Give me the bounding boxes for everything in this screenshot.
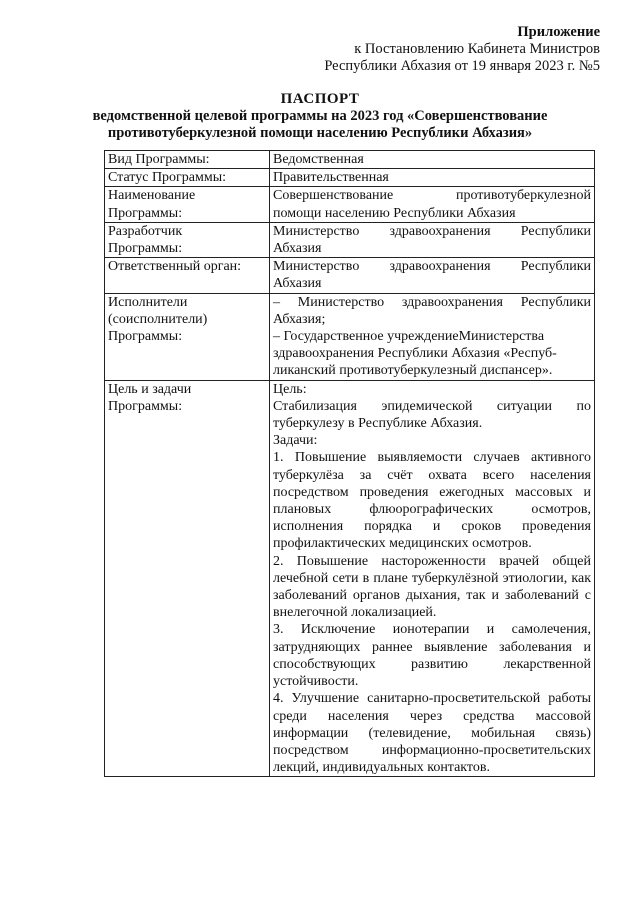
appendix-reference-line1: к Постановлению Кабинета Министров <box>354 41 600 57</box>
goal-heading: Цель: <box>273 381 307 397</box>
executors-label-line1: Исполнители <box>108 294 188 310</box>
executors-value-line4: здравоохранения Республики Абхазия «Респуб- <box>273 346 557 362</box>
subtitle-line1: ведомственной целевой программы на 2023 год «Совершенствование <box>92 108 548 124</box>
developer-label-line1: Разработчик <box>108 223 183 239</box>
row-goals-tasks <box>105 380 595 777</box>
responsible-body-value <box>270 258 595 293</box>
row-program-status <box>105 169 595 187</box>
developer-value <box>270 222 595 257</box>
goals-tasks-label <box>105 380 270 777</box>
goals-tasks-value <box>270 380 595 777</box>
goal-text: Стабилизация эпидемической ситуации по туберкулезу в Республике Абхазия. <box>273 398 591 432</box>
row-developer <box>105 222 595 257</box>
appendix-reference-line2: Республики Абхазия от 19 января 2023 г. №5 <box>324 58 600 74</box>
program-status-value: Правительственная <box>270 169 595 187</box>
executors-value-line3: – Государственное учреждениеМинистерства <box>273 329 545 345</box>
passport-table <box>104 150 595 777</box>
executors-label-line2: (соисполнители) <box>108 311 208 327</box>
row-executors <box>105 293 595 380</box>
program-name-value-line2: помощи населению Республики Абхазия <box>273 205 516 221</box>
document-title: ПАСПОРТ <box>280 91 360 107</box>
program-status-label: Статус Программы: <box>105 169 270 187</box>
developer-value-line2: Абхазия <box>273 241 322 257</box>
goals-tasks-label-line1: Цель и задачи <box>108 381 192 397</box>
executors-value-line2: Абхазия; <box>273 311 326 327</box>
program-type-value: Ведомственная <box>270 151 595 169</box>
executors-value-line5: ликанский противотуберкулезный диспансер». <box>273 363 553 379</box>
row-responsible-body <box>105 258 595 293</box>
developer-value-line1: Министерство здравоохранения Республики <box>273 223 591 239</box>
program-name-value-line1: Совершенствование противотуберкулезной <box>273 188 591 204</box>
program-type-label: Вид Программы: <box>105 151 270 169</box>
row-program-name <box>105 187 595 222</box>
task-4: 4. Улучшение санитарно-просветительской работы среди населения через средства массовой информации (телевидение, мобильная связь) посредством информационно-просветительских лекций, индивидуальных контактов. <box>273 691 591 776</box>
subtitle-line2: противотуберкулезной помощи населению Республики Абхазия» <box>107 125 533 141</box>
document-subtitle <box>60 108 580 142</box>
executors-value <box>270 293 595 380</box>
developer-label-line2: Программы: <box>108 241 183 257</box>
executors-label-line3: Программы: <box>108 329 183 345</box>
program-name-label <box>105 187 270 222</box>
responsible-body-value-line1: Министерство здравоохранения Республики <box>273 259 591 275</box>
executors-label <box>105 293 270 380</box>
responsible-body-label: Ответственный орган: <box>105 258 270 293</box>
appendix-block <box>180 24 600 75</box>
task-3: 3. Исключение ионотерапии и самолечения, затрудняющих раннее выявление заболевания и способствующих развитию лекарственной устойчивости. <box>273 622 591 690</box>
developer-label <box>105 222 270 257</box>
goals-tasks-label-line2: Программы: <box>108 398 183 414</box>
program-name-label-line1: Наименование <box>108 188 196 204</box>
row-program-type <box>105 151 595 169</box>
task-1: 1. Повышение выявляемости случаев активного туберкулёза за счёт охвата всего населения посредством проведения ежегодных массовых и плановых флюорографических осмотров, исполнения порядка и сроков проведения профилактических медицинских осмотров. <box>273 450 591 552</box>
appendix-title: Приложение <box>517 24 600 40</box>
program-name-value <box>270 187 595 222</box>
task-2: 2. Повышение настороженности врачей общей лечебной сети в плане туберкулёзной этиологии, как заболеваний органов дыхания, так и заболеваний с внелегочной локализацией. <box>273 553 591 621</box>
responsible-body-value-line2: Абхазия <box>273 276 322 292</box>
program-name-label-line2: Программы: <box>108 205 183 221</box>
executors-value-line1: – Министерство здравоохранения Республики <box>273 294 591 310</box>
tasks-heading: Задачи: <box>273 433 318 449</box>
